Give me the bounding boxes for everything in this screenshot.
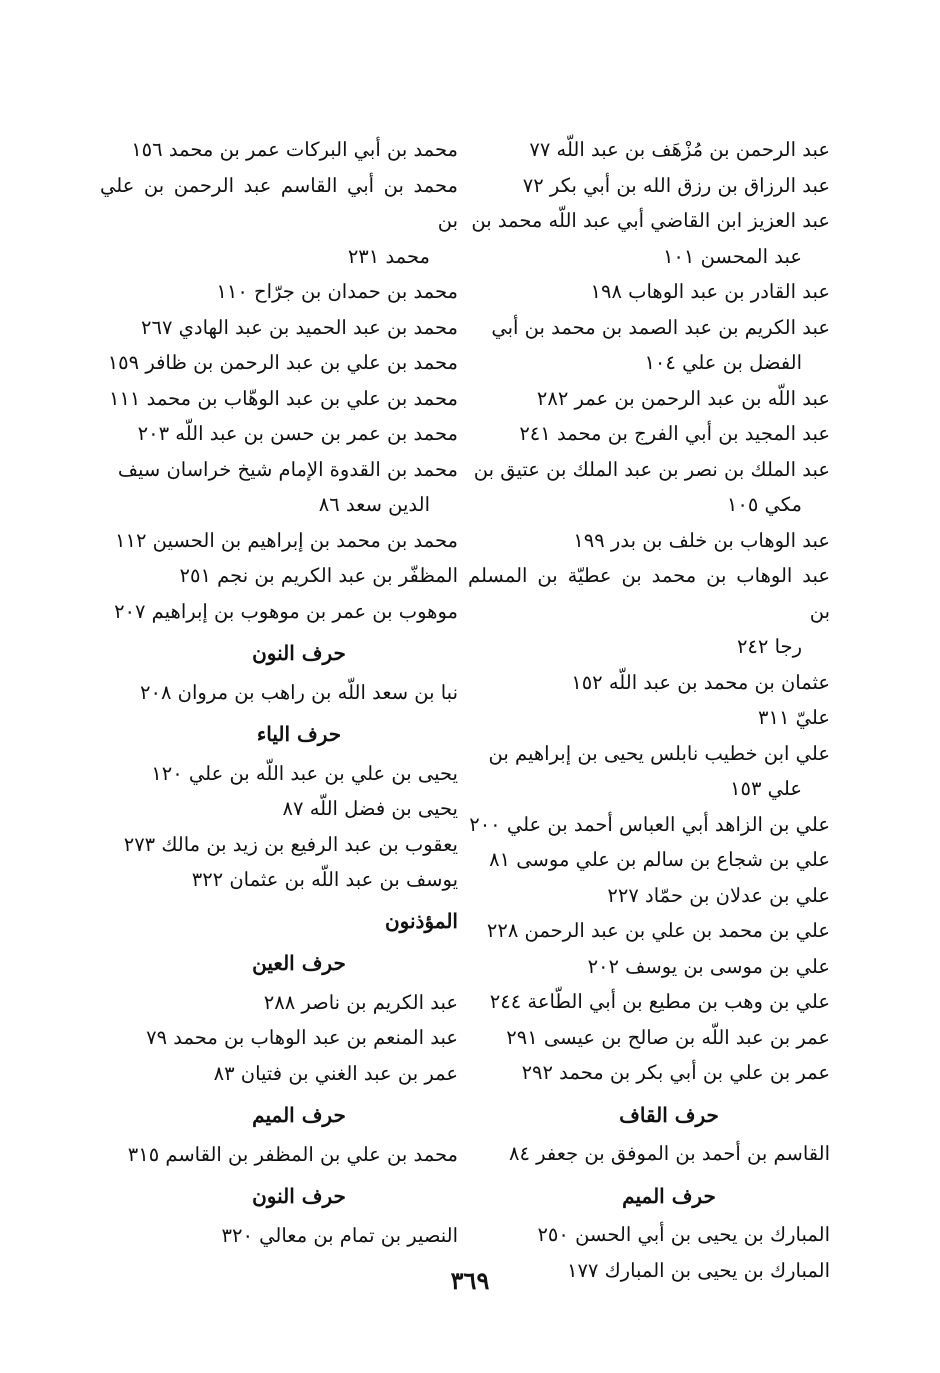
index-entry <box>100 132 458 168</box>
index-entry <box>100 523 458 559</box>
index-entry <box>100 756 458 792</box>
index-entry-text: يحيى بن علي بن عبد اللّه بن علي ١٢٠ <box>151 761 458 785</box>
index-entry-text: علي بن موسى بن يوسف ٢٠٢ <box>587 954 830 978</box>
index-entry <box>468 878 830 914</box>
index-entry-text: محمد بن محمد بن إبراهيم بن الحسين ١١٢ <box>115 528 458 552</box>
index-entry <box>468 416 830 452</box>
index-entry-text: علي بن محمد بن علي بن عبد الرحمن ٢٢٨ <box>486 919 830 942</box>
index-entry <box>100 594 458 630</box>
index-entry-text: نبا بن سعد اللّه بن راهب بن مروان ٢٠٨ <box>140 680 458 704</box>
index-entry-text: عبد الكريم بن ناصر ٢٨٨ <box>263 990 458 1014</box>
index-entry-text: محمد بن عمر بن حسن بن عبد اللّه ٢٠٣ <box>137 422 458 445</box>
index-entry-continuation: محمد ٢٣١ <box>347 244 430 268</box>
index-entry <box>468 381 830 417</box>
index-entry-continuation: رجا ٢٤٢ <box>736 635 802 658</box>
index-entry <box>468 949 830 985</box>
index-entry <box>468 665 830 701</box>
index-entry-text: المبارك بن يحيى بن أبي الحسن ٢٥٠ <box>537 1223 830 1246</box>
index-entry-text: علي ابن خطيب نابلس يحيى بن إبراهيم بن <box>488 741 830 765</box>
index-entry <box>468 523 830 559</box>
index-entry-text: موهوب بن عمر بن موهوب بن إبراهيم ٢٠٧ <box>114 599 458 623</box>
left-column <box>100 132 458 1253</box>
section-heading: المؤذنون <box>384 908 458 933</box>
section-heading: حرف العين <box>252 951 346 975</box>
index-entry-text: عبد المنعم بن عبد الوهاب بن محمد ٧٩ <box>146 1026 458 1049</box>
index-entry <box>468 274 830 310</box>
index-entry <box>468 1217 830 1253</box>
index-entry <box>100 168 458 275</box>
section-heading: حرف النون <box>252 641 346 665</box>
index-entry-text: عليّ ٣١١ <box>758 706 830 729</box>
index-entry-text: القاسم بن أحمد بن الموفق بن جعفر ٨٤ <box>509 1142 830 1165</box>
index-entry-text: يحيى بن فضل اللّه ٨٧ <box>282 797 458 820</box>
index-entry-text: عبد القادر بن عبد الوهاب ١٩٨ <box>590 280 830 303</box>
index-entry-text: محمد بن أبي القاسم عبد الرحمن بن علي بن <box>100 173 458 232</box>
index-entry <box>100 827 458 863</box>
index-entry-text: عبد العزيز ابن القاضي أبي عبد اللّه محمد بن <box>471 209 830 232</box>
index-entry-text: علي بن وهب بن مطيع بن أبي الطّاعة ٢٤٤ <box>489 990 830 1013</box>
index-entry-text: عبد المجيد بن أبي الفرج بن محمد ٢٤١ <box>519 422 830 445</box>
index-entry <box>100 558 458 594</box>
index-entry-text: يوسف بن عبد اللّه بن عثمان ٣٢٢ <box>191 868 458 891</box>
index-entry-continuation: مكي ١٠٥ <box>726 493 802 516</box>
index-entry <box>468 913 830 949</box>
index-entry-continuation: الدين سعد ٨٦ <box>318 493 430 516</box>
index-entry <box>100 675 458 711</box>
index-entry-text: عبد الرزاق بن رزق الله بن أبي بكر ٧٢ <box>522 173 830 197</box>
index-entry <box>468 203 830 274</box>
index-entry-text: عمر بن علي بن أبي بكر بن محمد ٢٩٢ <box>521 1061 830 1084</box>
index-entry <box>100 274 458 310</box>
section-heading: حرف الميم <box>622 1183 716 1208</box>
index-entry-text: محمد بن عبد الحميد بن عبد الهادي ٢٦٧ <box>141 315 458 339</box>
index-entry <box>468 1055 830 1091</box>
index-entry <box>468 132 830 168</box>
section-heading: حرف القاف <box>619 1102 719 1127</box>
index-entry <box>468 558 830 665</box>
index-entry <box>100 791 458 827</box>
index-entry-text: محمد بن علي بن عبد الوهّاب بن محمد ١١١ <box>108 386 458 410</box>
index-entry <box>100 345 458 381</box>
index-entry-text: النصير بن تمام بن معالي ٣٢٠ <box>221 1223 458 1247</box>
index-entry <box>468 842 830 878</box>
index-entry <box>468 984 830 1020</box>
index-entry-text: محمد بن علي بن المظفر بن القاسم ٣١٥ <box>127 1142 458 1166</box>
index-entry-text: عثمان بن محمد بن عبد اللّه ١٥٢ <box>571 670 830 694</box>
section-heading: حرف الياء <box>256 722 342 746</box>
page-number: ٣٦٩ <box>450 1266 490 1295</box>
index-entry <box>100 862 458 898</box>
index-entry-text: علي بن شجاع بن سالم بن علي موسى ٨١ <box>489 848 830 871</box>
index-entry <box>100 1020 458 1056</box>
index-entry <box>468 168 830 204</box>
index-entry-text: محمد بن أبي البركات عمر بن محمد ١٥٦ <box>131 138 458 161</box>
right-column <box>468 132 830 1288</box>
index-entry <box>468 736 830 807</box>
index-entry-text: عمر بن عبد الغني بن فتيان ٨٣ <box>213 1061 458 1085</box>
index-entry-text: عبد اللّه بن عبد الرحمن بن عمر ٢٨٢ <box>536 386 830 410</box>
index-entry-text: عبد الوهاب بن محمد بن عطيّة بن المسلم بن <box>468 564 830 623</box>
index-entry <box>468 700 830 736</box>
index-entry-continuation: عبد المحسن ١٠١ <box>662 244 802 268</box>
section-heading: حرف الميم <box>252 1103 346 1127</box>
index-entry <box>468 1020 830 1056</box>
index-entry <box>100 310 458 346</box>
index-entry <box>468 1136 830 1172</box>
index-entry-text: عمر بن عبد اللّه بن صالح بن عيسى ٢٩١ <box>506 1025 830 1049</box>
index-entry-text: محمد بن علي بن عبد الرحمن بن ظافر ١٥٩ <box>107 351 458 374</box>
index-entry-text: المبارك بن يحيى بن المبارك ١٧٧ <box>566 1258 830 1282</box>
index-entry-text: يعقوب بن عبد الرفيع بن زيد بن مالك ٢٧٣ <box>123 832 458 856</box>
index-entry <box>100 985 458 1021</box>
index-entry-text: المظفّر بن عبد الكريم بن نجم ٢٥١ <box>179 564 458 587</box>
index-entry <box>100 381 458 417</box>
index-entry-text: علي بن عدلان بن حمّاد ٢٢٧ <box>607 883 830 907</box>
index-entry <box>468 310 830 381</box>
index-entry <box>468 807 830 843</box>
index-entry <box>100 416 458 452</box>
index-entry-text: عبد الرحمن بن مُزْهَف بن عبد اللّه ٧٧ <box>529 138 830 161</box>
index-entry-text: محمد بن حمدان بن جرّاح ١١٠ <box>216 280 458 303</box>
index-entry-text: عبد الملك بن نصر بن عبد الملك بن عتيق بن <box>473 457 830 481</box>
index-entry <box>100 1137 458 1173</box>
index-entry <box>100 1218 458 1254</box>
section-heading: حرف النون <box>252 1184 346 1208</box>
index-entry <box>100 1056 458 1092</box>
index-entry <box>100 452 458 523</box>
index-entry-text: عبد الوهاب بن خلف بن بدر ١٩٩ <box>573 528 830 552</box>
index-entry <box>468 452 830 523</box>
index-entry-text: عبد الكريم بن عبد الصمد بن محمد بن أبي <box>491 315 830 339</box>
index-entry-text: محمد بن القدوة الإمام شيخ خراسان سيف <box>117 457 458 481</box>
index-entry-text: علي بن الزاهد أبي العباس أحمد بن علي ٢٠٠ <box>469 812 830 836</box>
index-entry-continuation: الفضل بن علي ١٠٤ <box>644 351 802 374</box>
index-entry-continuation: علي ١٥٣ <box>730 777 802 800</box>
